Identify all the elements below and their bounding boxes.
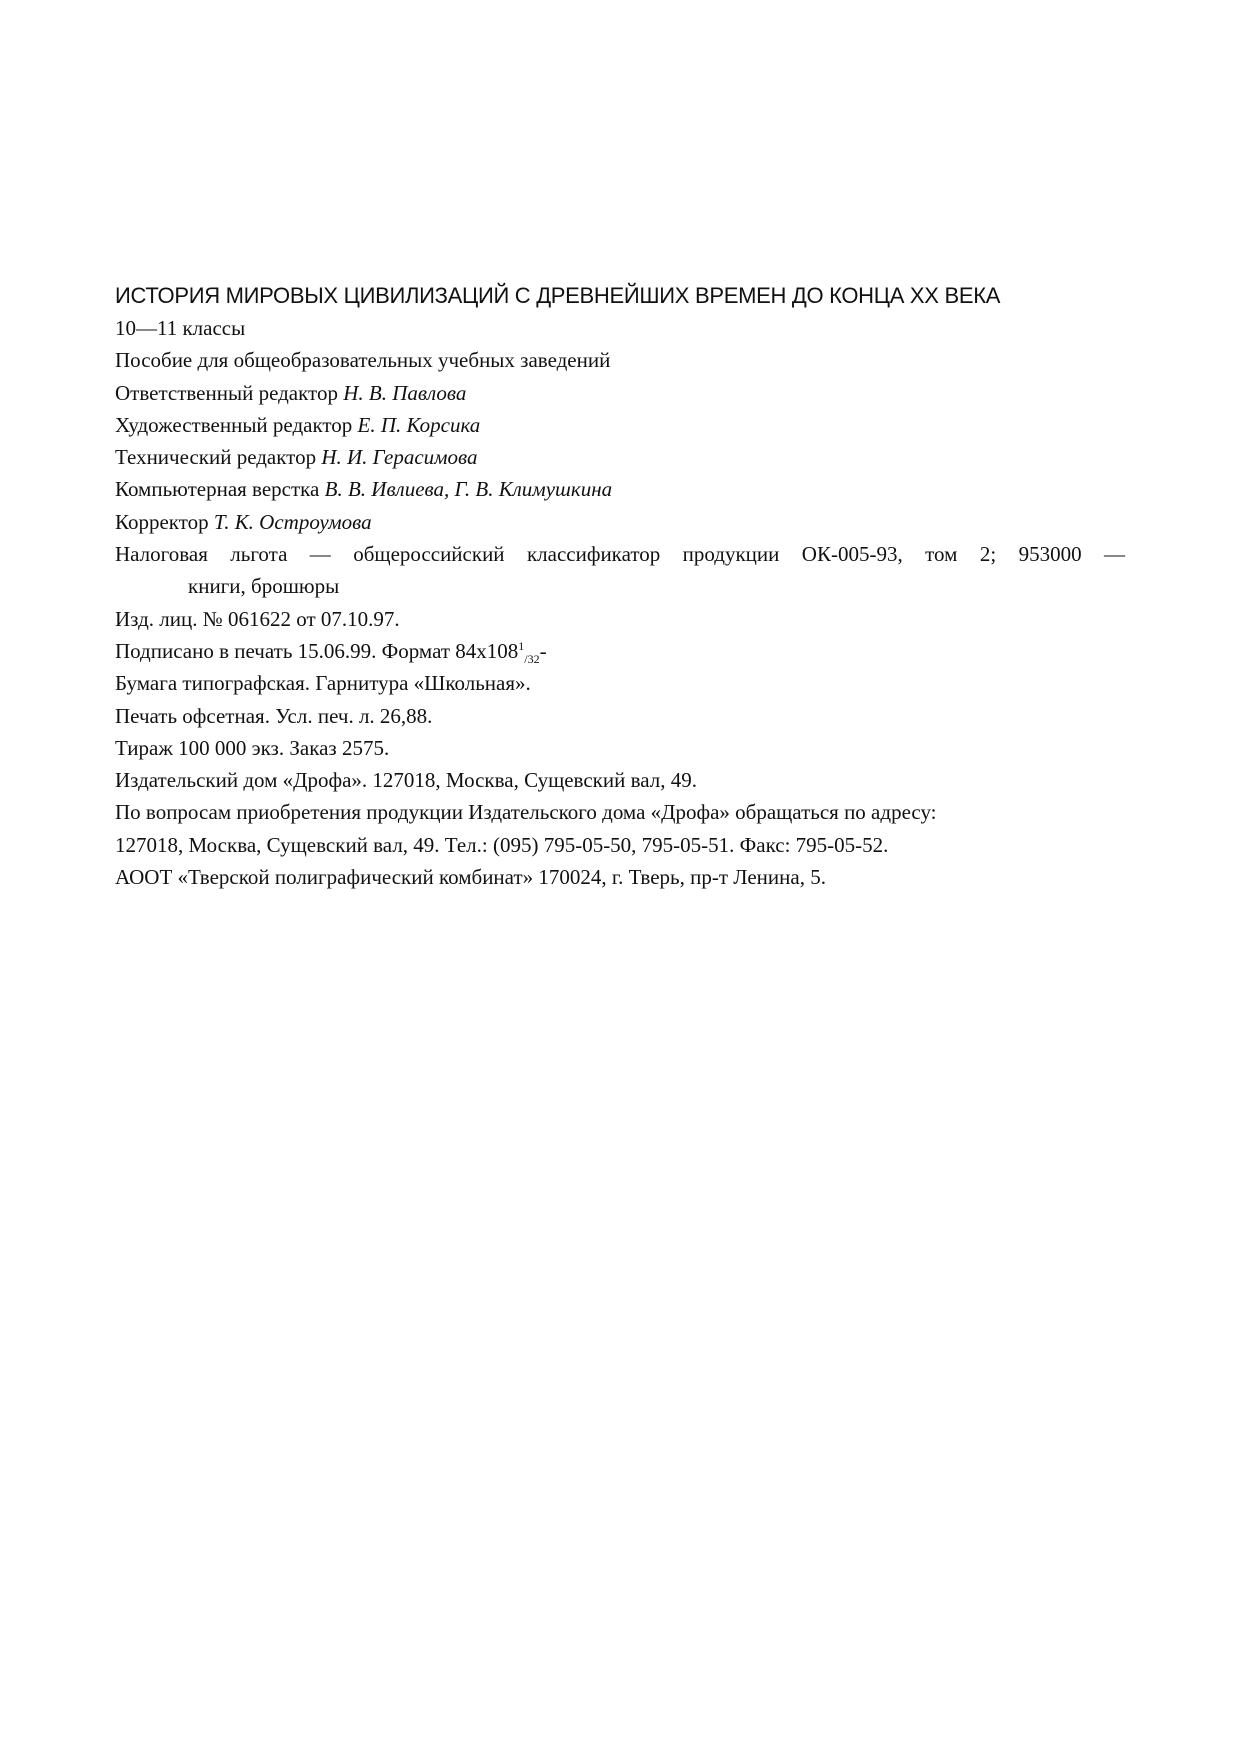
layout-line [115,473,1125,505]
book-title: ИСТОРИЯ МИРОВЫХ ЦИВИЛИЗАЦИЙ С ДРЕВНЕЙШИХ ВРЕМЕН ДО КОНЦА XX ВЕКА [115,283,1001,308]
signed-prefix: Подписано в печать 15.06.99. Формат 84x108 [115,638,519,663]
format-subscript: /32 [524,652,540,667]
format-superscript: 1 [518,638,525,653]
purpose: Пособие для общеобразовательных учебных заведений [115,348,611,373]
printer: АООТ «Тверской полиграфический комбинат» 170024, г. Тверь, пр-т Ленина, 5. [115,865,826,890]
signed-suffix: - [539,638,547,663]
print: Печать офсетная. Усл. печ. л. 26,88. [115,703,433,728]
editor-line [115,377,1125,409]
tax-line: Налоговая льгота — общероссийский классификатор продукции ОК-005-93, том 2; 953000 — [115,542,1125,567]
editor-label: Ответственный редактор [115,380,338,405]
tech-editor-label: Технический редактор [115,445,317,470]
grades: 10—11 классы [115,316,246,340]
art-editor-name: Е. П. Корсика [357,412,481,437]
tech-editor-line [115,441,1125,473]
proofreader-line [115,506,1125,538]
art-editor-label: Художественный редактор [115,412,353,437]
imprint-page [115,280,1125,893]
editor-name: Н. В. Павлова [343,380,467,405]
proofreader-label: Корректор [115,509,209,534]
paper: Бумага типографская. Гарнитура «Школьная». [115,671,531,696]
layout-label: Компьютерная верстка [115,477,320,502]
art-editor-line [115,409,1125,441]
run: Тираж 100 000 экз. Заказ 2575. [115,735,390,760]
tech-editor-name: Н. И. Герасимова [321,445,478,470]
tax-line-continuation: книги, брошюры [188,574,340,599]
layout-name: В. В. Ивлиева, Г. В. Климушкина [324,477,613,502]
inquiries: По вопросам приобретения продукции Издательского дома «Дрофа» обращаться по адресу: [115,800,937,825]
proofreader-name: Т. К. Остроумова [213,509,372,534]
license: Изд. лиц. № 061622 от 07.10.97. [115,606,400,631]
contacts: 127018, Москва, Сущевский вал, 49. Тел.: (095) 795-05-50, 795-05-51. Факс: 795-05-52. [115,832,889,857]
publisher: Издательский дом «Дрофа». 127018, Москва, Сущевский вал, 49. [115,768,697,793]
signed-line [115,635,1125,667]
